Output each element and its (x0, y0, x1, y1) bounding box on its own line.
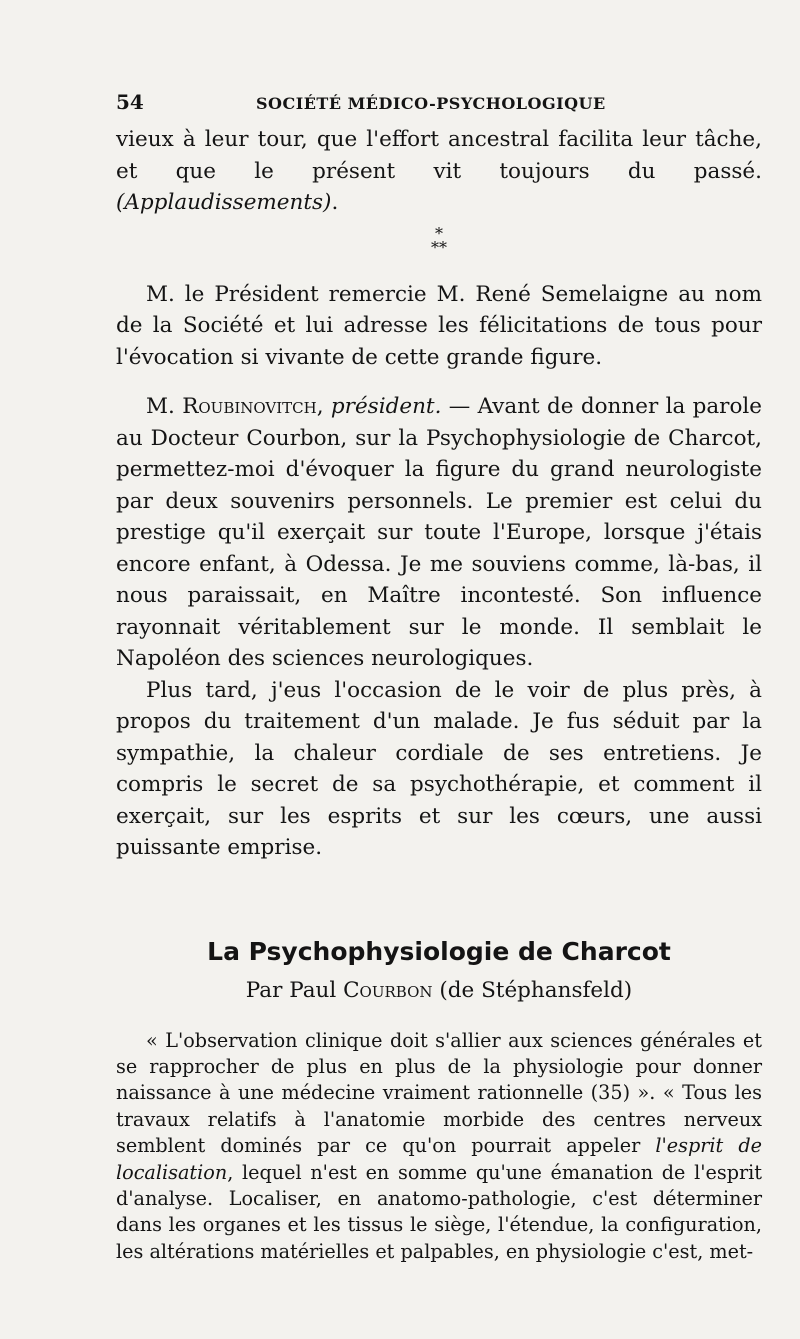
page-header (116, 90, 762, 124)
paragraph-roubinovitch: M. Roubinovitch, président. — Avant de donner la parole au Docteur Courbon, sur la Psychophysiologie de Charcot, permettez-moi d'évoquer la figure du grand neurologiste par deux souvenirs personnels. Le premier est celui du prestige qu'il exerçait sur toute l'Europe, lorsque j'étais encore enfant, à Odessa. Je me souviens comme, là-bas, il nous paraissait, en Maître incontesté. Son influence rayonnait véritablement sur le monde. Il semblait le Napoléon des sciences neurologiques. (116, 394, 762, 671)
main-text (116, 124, 762, 864)
localisation-term: l'esprit de localisation (116, 1134, 762, 1184)
applause-note: (Applaudissements) (116, 190, 332, 215)
running-head: SOCIÉTÉ MÉDICO-PSYCHOLOGIQUE (256, 94, 606, 113)
paragraph-president: M. le Président remercie M. René Semelaigne au nom de la Société et lui adresse les félicitations de tous pour l'évocation si vivante de cette grande figure. (116, 281, 762, 370)
book-page (116, 90, 762, 1265)
article-byline: Par Paul Courbon (de Stéphansfeld) (245, 977, 633, 1003)
paragraph-continuation: vieux à leur tour, que l'effort ancestral facilita leur tâche, et que le présent vit toujours du passé. (Applaudissements). (116, 127, 762, 215)
speaker-name: Roubinovitch (182, 394, 317, 419)
speaker-role: président. (330, 394, 442, 419)
page-number: 54 (116, 90, 144, 114)
article-title: La Psychophysiologie de Charcot (207, 936, 671, 966)
author-name: Courbon (343, 977, 433, 1003)
paragraph-later: Plus tard, j'eus l'occasion de le voir de plus près, à propos du traitement d'un malade. Je fus séduit par la sympathie, la chaleur cordiale de ses entretiens. Je compris le secret de sa psychothérapie, et comment il exerçait, sur les esprits et sur les cœurs, une aussi puissante emprise. (116, 677, 762, 860)
section-asterism: * ** (431, 223, 447, 257)
opening-quote: « L'observation clinique doit s'allier aux sciences générales et se rapprocher de plus en plus de la physiologie pour donner naissance à une médecine vraiment rationnelle (35) ». « Tous les travaux relatifs à l'anatomie morbide des centres nerveux semblent dominés par ce qu'on pourrait appeler l'esprit de localisation, lequel n'est en somme qu'une émanation de l'esprit d'analyse. Localiser, en anatomo-pathologie, c'est déterminer dans les organes et les tissus le siège, l'étendue, la configuration, les altérations matérielles et palpables, en physiologie c'est, met- (116, 1028, 762, 1263)
